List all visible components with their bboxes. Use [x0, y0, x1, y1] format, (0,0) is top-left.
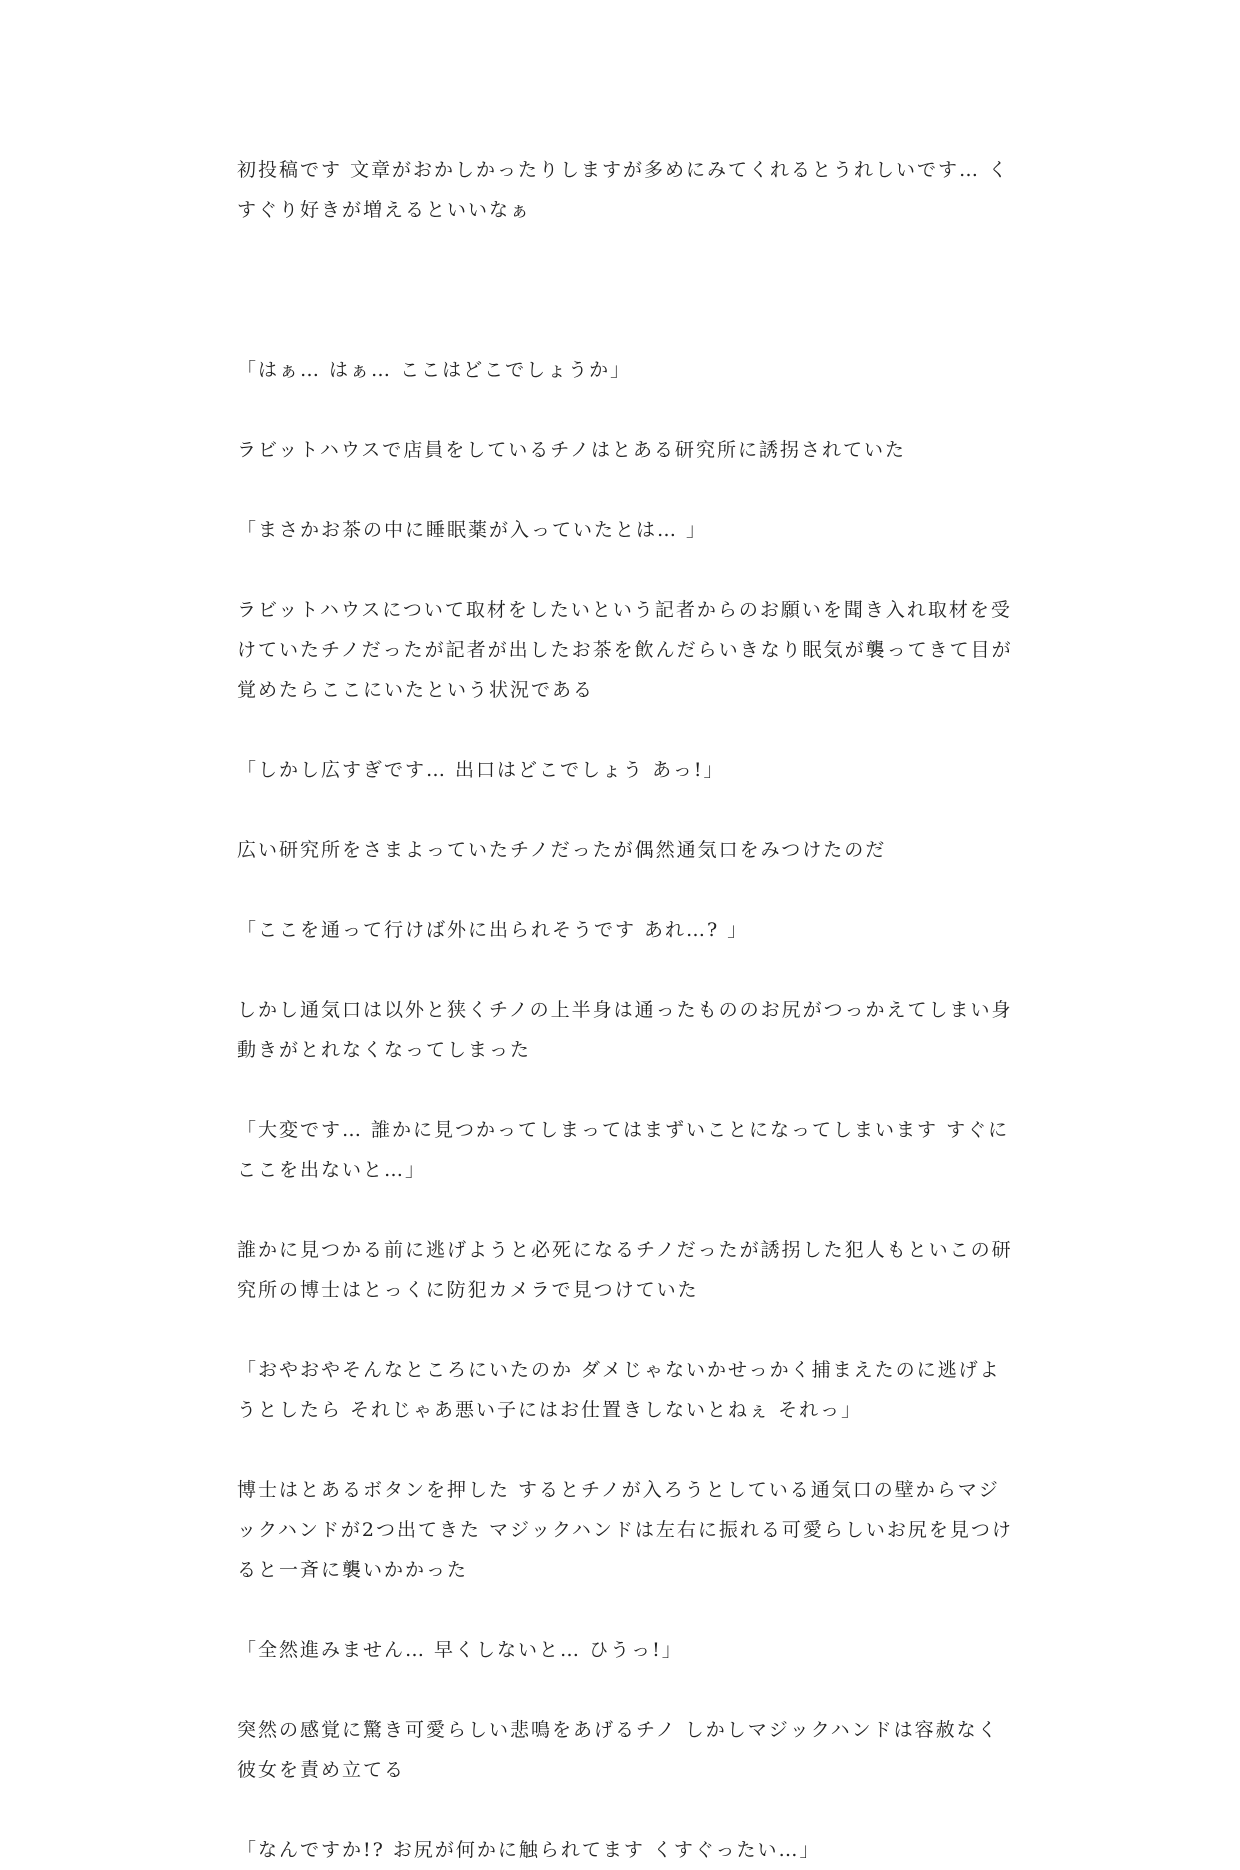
story-paragraph: 突然の感覚に驚き可愛らしい悲鳴をあげるチノ しかしマジックハンドは容赦なく彼女を責め立てる [237, 1719, 999, 1781]
paragraph-gap [237, 950, 1017, 990]
paragraph-gap [237, 1590, 1017, 1630]
story-paragraph: 「はぁ… はぁ… ここはどこでしょうか」 [237, 359, 632, 381]
paragraph-gap [237, 1670, 1017, 1710]
document-body [237, 150, 1017, 1870]
intro-paragraph: 初投稿です 文章がおかしかったりしますが多めにみてくれるとうれしいです… くすぐり好きが増えるといいなぁ [237, 159, 1010, 221]
paragraph-gap [237, 1070, 1017, 1110]
story-paragraph: ラビットハウスについて取材をしたいという記者からのお願いを聞き入れ取材を受けていたチノだったが記者が出したお茶を飲んだらいきなり眠気が襲ってきて目が覚めたらここにいたという状況である [237, 599, 1013, 701]
story-paragraph: 誰かに見つかる前に逃げようと必死になるチノだったが誘拐した犯人もといこの研究所の博士はとっくに防犯カメラで見つけていた [237, 1239, 1013, 1301]
story-paragraph: 「しかし広すぎです… 出口はどこでしょう あっ!」 [237, 759, 725, 781]
section-gap [237, 230, 1017, 350]
paragraph-gap [237, 1790, 1017, 1830]
paragraph-gap [237, 1190, 1017, 1230]
story-paragraph: 「おやおやそんなところにいたのか ダメじゃないかせっかく捕まえたのに逃げようとしたら それじゃあ悪い子にはお仕置きしないとねぇ それっ」 [237, 1359, 1001, 1421]
story-paragraph: 広い研究所をさまよっていたチノだったが偶然通気口をみつけたのだ [237, 839, 887, 861]
story-paragraph: ラビットハウスで店員をしているチノはとある研究所に誘拐されていた [237, 439, 906, 461]
paragraph-gap [237, 870, 1017, 910]
paragraph-gap [237, 470, 1017, 510]
paragraph-gap [237, 390, 1017, 430]
story-paragraph: 「なんですか!? お尻が何かに触られてます くすぐったい…」 [237, 1839, 821, 1861]
paragraph-gap [237, 1310, 1017, 1350]
story-paragraph: 博士はとあるボタンを押した するとチノが入ろうとしている通気口の壁からマジックハンドが2つ出てきた マジックハンドは左右に振れる可愛らしいお尻を見つけると一斉に襲いかかった [237, 1479, 1013, 1581]
paragraph-gap [237, 790, 1017, 830]
paragraph-gap [237, 1430, 1017, 1470]
story-paragraph: しかし通気口は以外と狭くチノの上半身は通ったもののお尻がつっかえてしまい身動きがとれなくなってしまった [237, 999, 1013, 1061]
story-paragraph: 「まさかお茶の中に睡眠薬が入っていたとは… 」 [237, 519, 708, 541]
story-paragraph: 「ここを通って行けば外に出られそうです あれ…? 」 [237, 919, 749, 941]
paragraph-gap [237, 550, 1017, 590]
paragraph-gap [237, 710, 1017, 750]
story-paragraph: 「全然進みません… 早くしないと… ひうっ!」 [237, 1639, 683, 1661]
story-paragraph: 「大変です… 誰かに見つかってしまってはまずいことになってしまいます すぐにここを出ないと…」 [237, 1119, 1010, 1181]
